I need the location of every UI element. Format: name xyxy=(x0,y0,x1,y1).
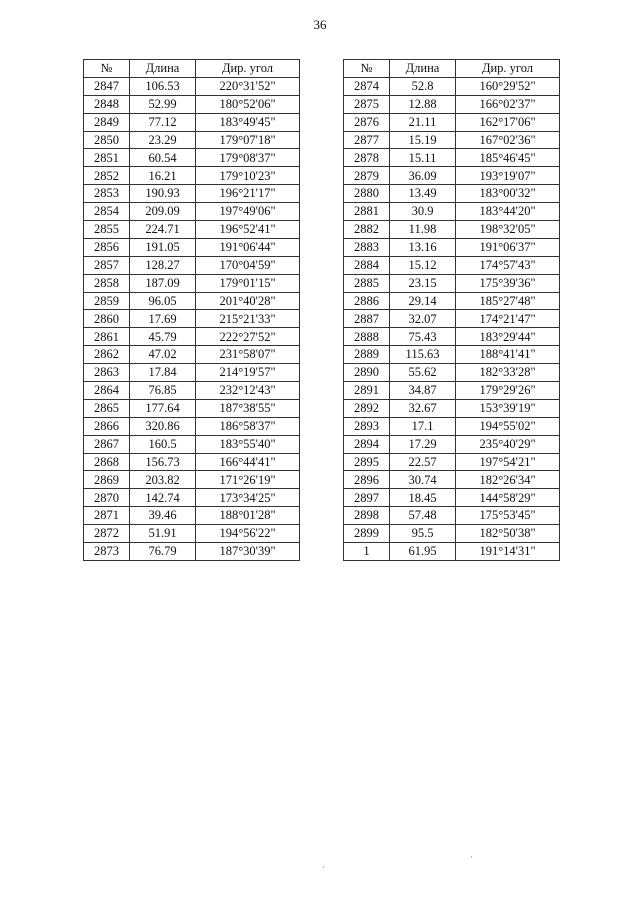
cell-length: 190.93 xyxy=(130,185,196,203)
cell-angle: 166°44'41" xyxy=(196,453,300,471)
cell-length: 209.09 xyxy=(130,203,196,221)
cell-number: 2878 xyxy=(344,149,390,167)
cell-number: 2856 xyxy=(84,238,130,256)
table-row xyxy=(344,203,560,221)
cell-angle: 179°01'15" xyxy=(196,274,300,292)
cell-number: 2890 xyxy=(344,364,390,382)
cell-length: 15.12 xyxy=(390,256,456,274)
table-row xyxy=(84,525,300,543)
table-row xyxy=(84,328,300,346)
cell-number: 2857 xyxy=(84,256,130,274)
table-row xyxy=(344,149,560,167)
table-row xyxy=(84,167,300,185)
cell-number: 2875 xyxy=(344,95,390,113)
cell-length: 55.62 xyxy=(390,364,456,382)
table-row xyxy=(84,203,300,221)
cell-number: 2868 xyxy=(84,453,130,471)
cell-length: 224.71 xyxy=(130,221,196,239)
cell-length: 203.82 xyxy=(130,471,196,489)
cell-number: 2889 xyxy=(344,346,390,364)
cell-angle: 215°21'33" xyxy=(196,310,300,328)
cell-number: 2852 xyxy=(84,167,130,185)
table-row xyxy=(344,95,560,113)
cell-length: 106.53 xyxy=(130,77,196,95)
cell-angle: 160°29'52" xyxy=(456,77,560,95)
table-row xyxy=(344,453,560,471)
cell-number: 2896 xyxy=(344,471,390,489)
table-row xyxy=(344,543,560,561)
cell-length: 23.29 xyxy=(130,131,196,149)
table-row xyxy=(84,149,300,167)
cell-number: 2899 xyxy=(344,525,390,543)
table-row xyxy=(84,435,300,453)
table-row xyxy=(344,310,560,328)
table-row xyxy=(84,292,300,310)
cell-number: 2888 xyxy=(344,328,390,346)
cell-angle: 186°58'37" xyxy=(196,417,300,435)
cell-number: 1 xyxy=(344,543,390,561)
cell-angle: 196°52'41" xyxy=(196,221,300,239)
cell-angle: 194°55'02" xyxy=(456,417,560,435)
table-row xyxy=(84,131,300,149)
table-row xyxy=(84,543,300,561)
cell-number: 2865 xyxy=(84,399,130,417)
table-row xyxy=(84,346,300,364)
cell-length: 156.73 xyxy=(130,453,196,471)
cell-angle: 214°19'57" xyxy=(196,364,300,382)
table-row xyxy=(344,471,560,489)
cell-angle: 191°06'37" xyxy=(456,238,560,256)
cell-number: 2855 xyxy=(84,221,130,239)
cell-length: 23.15 xyxy=(390,274,456,292)
cell-angle: 231°58'07" xyxy=(196,346,300,364)
cell-number: 2894 xyxy=(344,435,390,453)
table-row xyxy=(84,507,300,525)
cell-number: 2872 xyxy=(84,525,130,543)
table-row xyxy=(344,525,560,543)
table-row xyxy=(344,435,560,453)
cell-number: 2892 xyxy=(344,399,390,417)
cell-length: 39.46 xyxy=(130,507,196,525)
table-row xyxy=(344,507,560,525)
cell-angle: 194°56'22" xyxy=(196,525,300,543)
cell-length: 128.27 xyxy=(130,256,196,274)
table-row xyxy=(84,310,300,328)
cell-angle: 193°19'07" xyxy=(456,167,560,185)
table-header-row xyxy=(344,60,560,78)
cell-angle: 232°12'43" xyxy=(196,382,300,400)
cell-angle: 222°27'52" xyxy=(196,328,300,346)
table-row xyxy=(344,382,560,400)
page-number: 36 xyxy=(313,17,327,32)
cell-length: 32.07 xyxy=(390,310,456,328)
cell-length: 34.87 xyxy=(390,382,456,400)
cell-length: 160.5 xyxy=(130,435,196,453)
table-row xyxy=(84,417,300,435)
cell-angle: 167°02'36" xyxy=(456,131,560,149)
table-row xyxy=(84,185,300,203)
cell-angle: 175°53'45" xyxy=(456,507,560,525)
cell-number: 2876 xyxy=(344,113,390,131)
cell-number: 2850 xyxy=(84,131,130,149)
cell-angle: 175°39'36" xyxy=(456,274,560,292)
cell-number: 2849 xyxy=(84,113,130,131)
cell-number: 2871 xyxy=(84,507,130,525)
cell-number: 2898 xyxy=(344,507,390,525)
cell-angle: 183°00'32" xyxy=(456,185,560,203)
cell-length: 17.69 xyxy=(130,310,196,328)
cell-length: 32.67 xyxy=(390,399,456,417)
cell-length: 96.05 xyxy=(130,292,196,310)
cell-angle: 144°58'29" xyxy=(456,489,560,507)
cell-number: 2853 xyxy=(84,185,130,203)
table-row xyxy=(344,489,560,507)
column-header-length: Длина xyxy=(130,60,196,78)
cell-number: 2887 xyxy=(344,310,390,328)
cell-angle: 153°39'19" xyxy=(456,399,560,417)
cell-length: 13.49 xyxy=(390,185,456,203)
cell-number: 2869 xyxy=(84,471,130,489)
cell-length: 17.1 xyxy=(390,417,456,435)
cell-number: 2851 xyxy=(84,149,130,167)
cell-length: 16.21 xyxy=(130,167,196,185)
cell-angle: 166°02'37" xyxy=(456,95,560,113)
cell-length: 21.11 xyxy=(390,113,456,131)
cell-angle: 179°10'23" xyxy=(196,167,300,185)
table-row xyxy=(84,77,300,95)
table-row xyxy=(344,256,560,274)
cell-angle: 198°32'05" xyxy=(456,221,560,239)
table-row xyxy=(84,274,300,292)
table-row xyxy=(344,328,560,346)
cell-length: 15.11 xyxy=(390,149,456,167)
cell-angle: 174°21'47" xyxy=(456,310,560,328)
cell-length: 77.12 xyxy=(130,113,196,131)
cell-angle: 182°26'34" xyxy=(456,471,560,489)
cell-length: 51.91 xyxy=(130,525,196,543)
cell-angle: 182°50'38" xyxy=(456,525,560,543)
cell-length: 18.45 xyxy=(390,489,456,507)
coordinates-table-right xyxy=(343,59,560,561)
cell-angle: 180°52'06" xyxy=(196,95,300,113)
cell-angle: 220°31'52" xyxy=(196,77,300,95)
cell-length: 30.9 xyxy=(390,203,456,221)
cell-number: 2885 xyxy=(344,274,390,292)
table-row xyxy=(84,238,300,256)
cell-number: 2861 xyxy=(84,328,130,346)
cell-length: 12.88 xyxy=(390,95,456,113)
cell-number: 2863 xyxy=(84,364,130,382)
cell-number: 2858 xyxy=(84,274,130,292)
cell-number: 2864 xyxy=(84,382,130,400)
scan-speck: · xyxy=(470,852,473,862)
cell-angle: 196°21'17" xyxy=(196,185,300,203)
table-row xyxy=(84,471,300,489)
cell-length: 187.09 xyxy=(130,274,196,292)
cell-angle: 191°14'31" xyxy=(456,543,560,561)
table-row xyxy=(84,364,300,382)
cell-angle: 182°33'28" xyxy=(456,364,560,382)
column-header-number: № xyxy=(84,60,130,78)
cell-length: 30.74 xyxy=(390,471,456,489)
cell-number: 2886 xyxy=(344,292,390,310)
cell-length: 13.16 xyxy=(390,238,456,256)
cell-angle: 173°34'25" xyxy=(196,489,300,507)
cell-number: 2859 xyxy=(84,292,130,310)
cell-length: 76.85 xyxy=(130,382,196,400)
cell-length: 95.5 xyxy=(390,525,456,543)
cell-number: 2891 xyxy=(344,382,390,400)
cell-length: 191.05 xyxy=(130,238,196,256)
cell-length: 142.74 xyxy=(130,489,196,507)
table-header-row xyxy=(84,60,300,78)
cell-length: 17.29 xyxy=(390,435,456,453)
cell-angle: 179°29'26" xyxy=(456,382,560,400)
cell-angle: 191°06'44" xyxy=(196,238,300,256)
cell-angle: 183°49'45" xyxy=(196,113,300,131)
table-row xyxy=(344,364,560,382)
cell-angle: 185°46'45" xyxy=(456,149,560,167)
cell-number: 2867 xyxy=(84,435,130,453)
cell-length: 115.63 xyxy=(390,346,456,364)
cell-length: 177.64 xyxy=(130,399,196,417)
table-row xyxy=(344,346,560,364)
cell-number: 2879 xyxy=(344,167,390,185)
scan-speck: · xyxy=(322,862,325,872)
table-row xyxy=(344,77,560,95)
cell-angle: 201°40'28" xyxy=(196,292,300,310)
cell-angle: 171°26'19" xyxy=(196,471,300,489)
cell-length: 57.48 xyxy=(390,507,456,525)
table-row xyxy=(344,274,560,292)
table-row xyxy=(84,399,300,417)
cell-number: 2866 xyxy=(84,417,130,435)
cell-angle: 185°27'48" xyxy=(456,292,560,310)
coordinates-table-left xyxy=(83,59,300,561)
cell-length: 36.09 xyxy=(390,167,456,185)
cell-angle: 162°17'06" xyxy=(456,113,560,131)
cell-angle: 188°01'28" xyxy=(196,507,300,525)
cell-length: 11.98 xyxy=(390,221,456,239)
cell-length: 17.84 xyxy=(130,364,196,382)
cell-angle: 187°38'55" xyxy=(196,399,300,417)
table-row xyxy=(84,113,300,131)
cell-length: 47.02 xyxy=(130,346,196,364)
cell-number: 2897 xyxy=(344,489,390,507)
cell-number: 2848 xyxy=(84,95,130,113)
cell-number: 2854 xyxy=(84,203,130,221)
cell-angle: 187°30'39" xyxy=(196,543,300,561)
cell-angle: 179°08'37" xyxy=(196,149,300,167)
cell-number: 2877 xyxy=(344,131,390,149)
cell-length: 45.79 xyxy=(130,328,196,346)
cell-length: 75.43 xyxy=(390,328,456,346)
column-header-angle: Дир. угол xyxy=(196,60,300,78)
cell-number: 2870 xyxy=(84,489,130,507)
cell-number: 2862 xyxy=(84,346,130,364)
table-row xyxy=(84,95,300,113)
cell-number: 2893 xyxy=(344,417,390,435)
table-row xyxy=(84,221,300,239)
cell-angle: 183°29'44" xyxy=(456,328,560,346)
cell-number: 2895 xyxy=(344,453,390,471)
column-header-number: № xyxy=(344,60,390,78)
table-row xyxy=(344,238,560,256)
table-row xyxy=(344,131,560,149)
table-row xyxy=(344,113,560,131)
cell-number: 2873 xyxy=(84,543,130,561)
cell-length: 60.54 xyxy=(130,149,196,167)
cell-angle: 235°40'29" xyxy=(456,435,560,453)
table-row xyxy=(344,221,560,239)
cell-angle: 188°41'41" xyxy=(456,346,560,364)
cell-angle: 170°04'59" xyxy=(196,256,300,274)
cell-length: 22.57 xyxy=(390,453,456,471)
cell-length: 52.8 xyxy=(390,77,456,95)
table-row xyxy=(344,167,560,185)
cell-angle: 197°54'21" xyxy=(456,453,560,471)
cell-number: 2883 xyxy=(344,238,390,256)
cell-number: 2881 xyxy=(344,203,390,221)
table-row xyxy=(344,292,560,310)
table-row xyxy=(344,185,560,203)
table-row xyxy=(84,489,300,507)
cell-angle: 197°49'06" xyxy=(196,203,300,221)
cell-number: 2880 xyxy=(344,185,390,203)
cell-length: 52.99 xyxy=(130,95,196,113)
cell-length: 29.14 xyxy=(390,292,456,310)
cell-number: 2860 xyxy=(84,310,130,328)
table-row xyxy=(84,382,300,400)
cell-number: 2884 xyxy=(344,256,390,274)
column-header-angle: Дир. угол xyxy=(456,60,560,78)
cell-number: 2874 xyxy=(344,77,390,95)
cell-length: 320.86 xyxy=(130,417,196,435)
table-row xyxy=(344,399,560,417)
cell-angle: 183°55'40" xyxy=(196,435,300,453)
column-header-length: Длина xyxy=(390,60,456,78)
cell-length: 61.95 xyxy=(390,543,456,561)
cell-number: 2882 xyxy=(344,221,390,239)
cell-angle: 183°44'20" xyxy=(456,203,560,221)
cell-angle: 179°07'18" xyxy=(196,131,300,149)
cell-number: 2847 xyxy=(84,77,130,95)
table-row xyxy=(344,417,560,435)
cell-length: 15.19 xyxy=(390,131,456,149)
cell-angle: 174°57'43" xyxy=(456,256,560,274)
table-row xyxy=(84,453,300,471)
table-row xyxy=(84,256,300,274)
cell-length: 76.79 xyxy=(130,543,196,561)
